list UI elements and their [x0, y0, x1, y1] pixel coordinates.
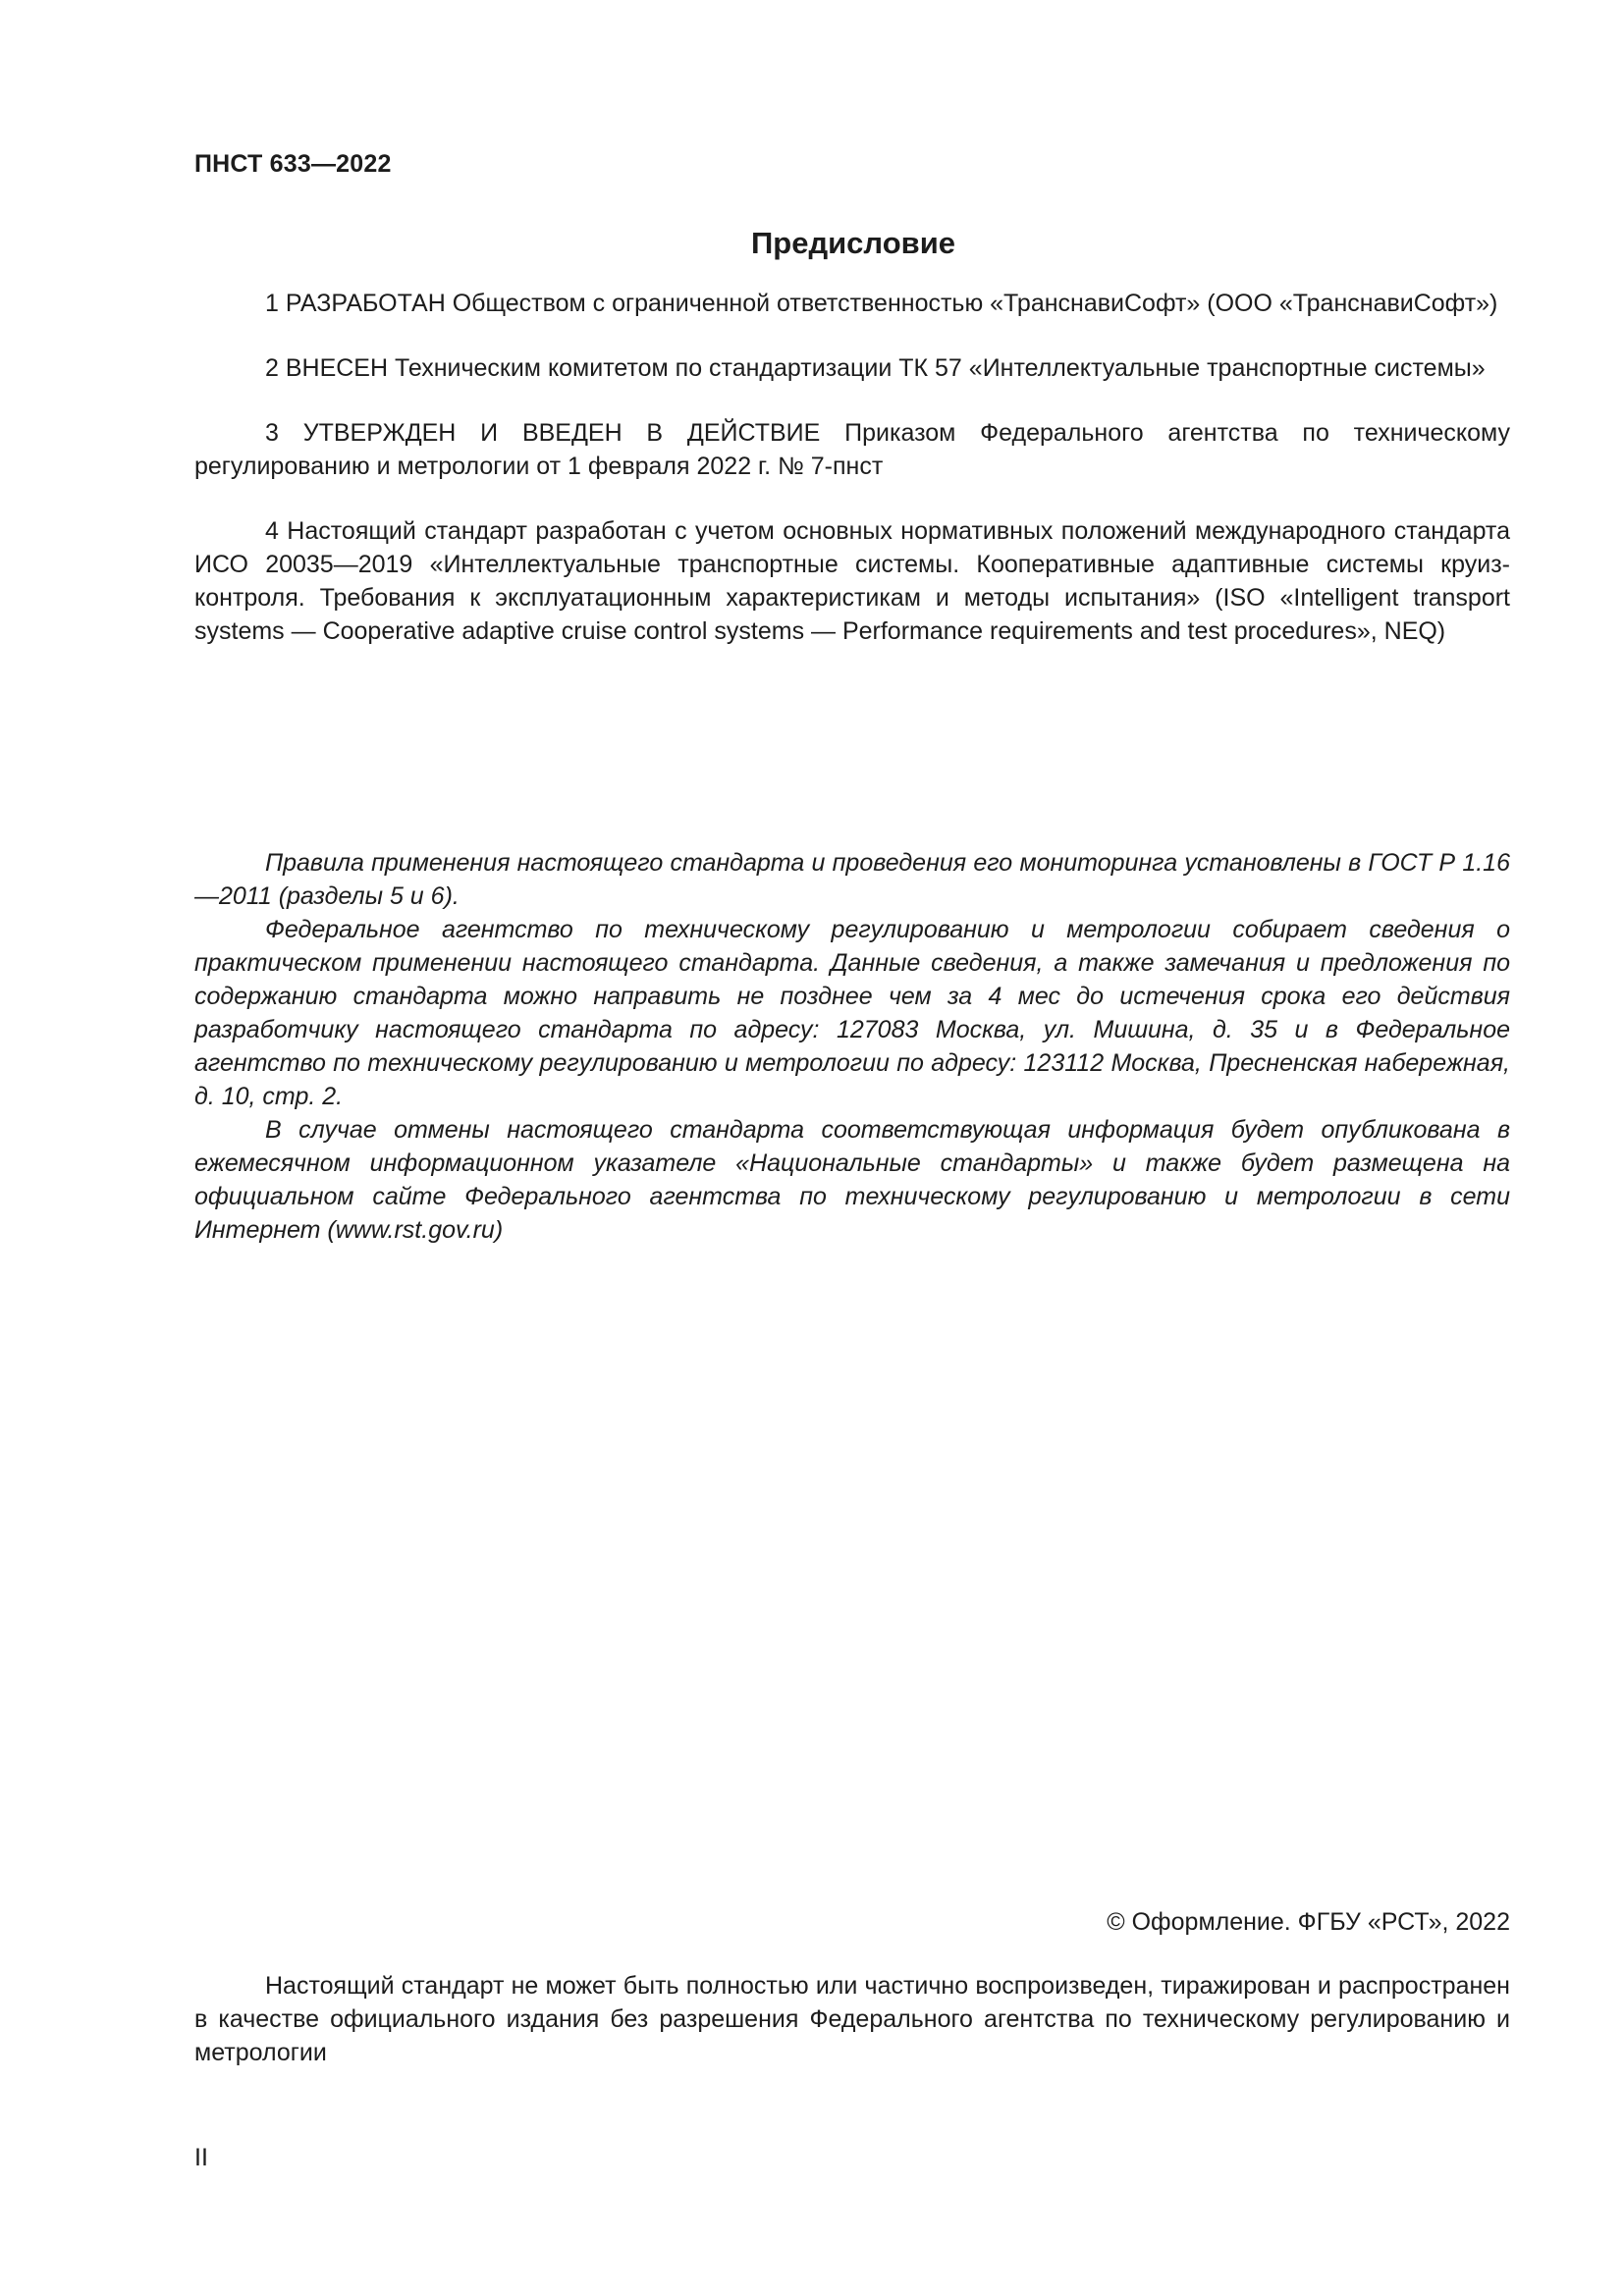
- application-notes: [194, 846, 1510, 1247]
- note-paragraph: Правила применения настоящего стандарта и проведения его мониторинга установлены в ГОСТ Р 1.16—2011 (разделы 5 и 6).: [194, 849, 1510, 910]
- reproduction-notice: [194, 1969, 1510, 2069]
- page-number: II: [194, 2144, 208, 2171]
- foreword-item: 4 Настоящий стандарт разработан с учетом основных нормативных положений международного стандарта ИСО 20035—2019 «Интеллектуальные транспортные системы. Кооперативные адаптивные системы круиз-контроля. Требования к эксплуатационным характеристикам и методы испытания» (ISO «Intelligent transport systems — Cooperative adaptive cruise control systems — Performance requirements and test procedures», NEQ): [194, 517, 1510, 645]
- foreword-section: [194, 287, 1510, 679]
- document-code: ПНСТ 633—2022: [194, 150, 392, 178]
- note-paragraph: Федеральное агентство по техническому регулированию и метрологии собирает сведения о практическом применении настоящего стандарта. Данные сведения, а также замечания и предложения по содержанию стандарта можно направить не позднее чем за 4 мес до истечения срока его действия разработчику настоящего стандарта по адресу: 127083 Москва, ул. Мишина, д. 35 и в Федеральное агентство по техническому регулированию и метрологии по адресу: 123112 Москва, Пресненская набережная, д. 10, стр. 2.: [194, 916, 1510, 1110]
- note-paragraph: В случае отмены настоящего стандарта соответствующая информация будет опубликована в ежемесячном информационном указателе «Национальные стандарты» и также будет размещена на официальном сайте Федерального агентства по техническому регулированию и метрологии в сети Интернет (www.rst.gov.ru): [194, 1116, 1510, 1244]
- reproduction-text: Настоящий стандарт не может быть полностью или частично воспроизведен, тиражирован и распространен в качестве официального издания без разрешения Федерального агентства по техническому регулированию и метрологии: [194, 1972, 1510, 2066]
- copyright-notice: © Оформление. ФГБУ «РСТ», 2022: [1107, 1908, 1510, 1936]
- foreword-item: 2 ВНЕСЕН Техническим комитетом по стандартизации ТК 57 «Интеллектуальные транспортные системы»: [265, 354, 1486, 382]
- foreword-item: 1 РАЗРАБОТАН Обществом с ограниченной ответственностью «ТранснавиСофт» (ООО «ТранснавиСофт»): [265, 290, 1498, 317]
- page-title: Предисловие: [750, 226, 955, 260]
- foreword-item: 3 УТВЕРЖДЕН И ВВЕДЕН В ДЕЙСТВИЕ Приказом Федерального агентства по техническому регулированию и метрологии от 1 февраля 2022 г. № 7-пнст: [194, 419, 1510, 480]
